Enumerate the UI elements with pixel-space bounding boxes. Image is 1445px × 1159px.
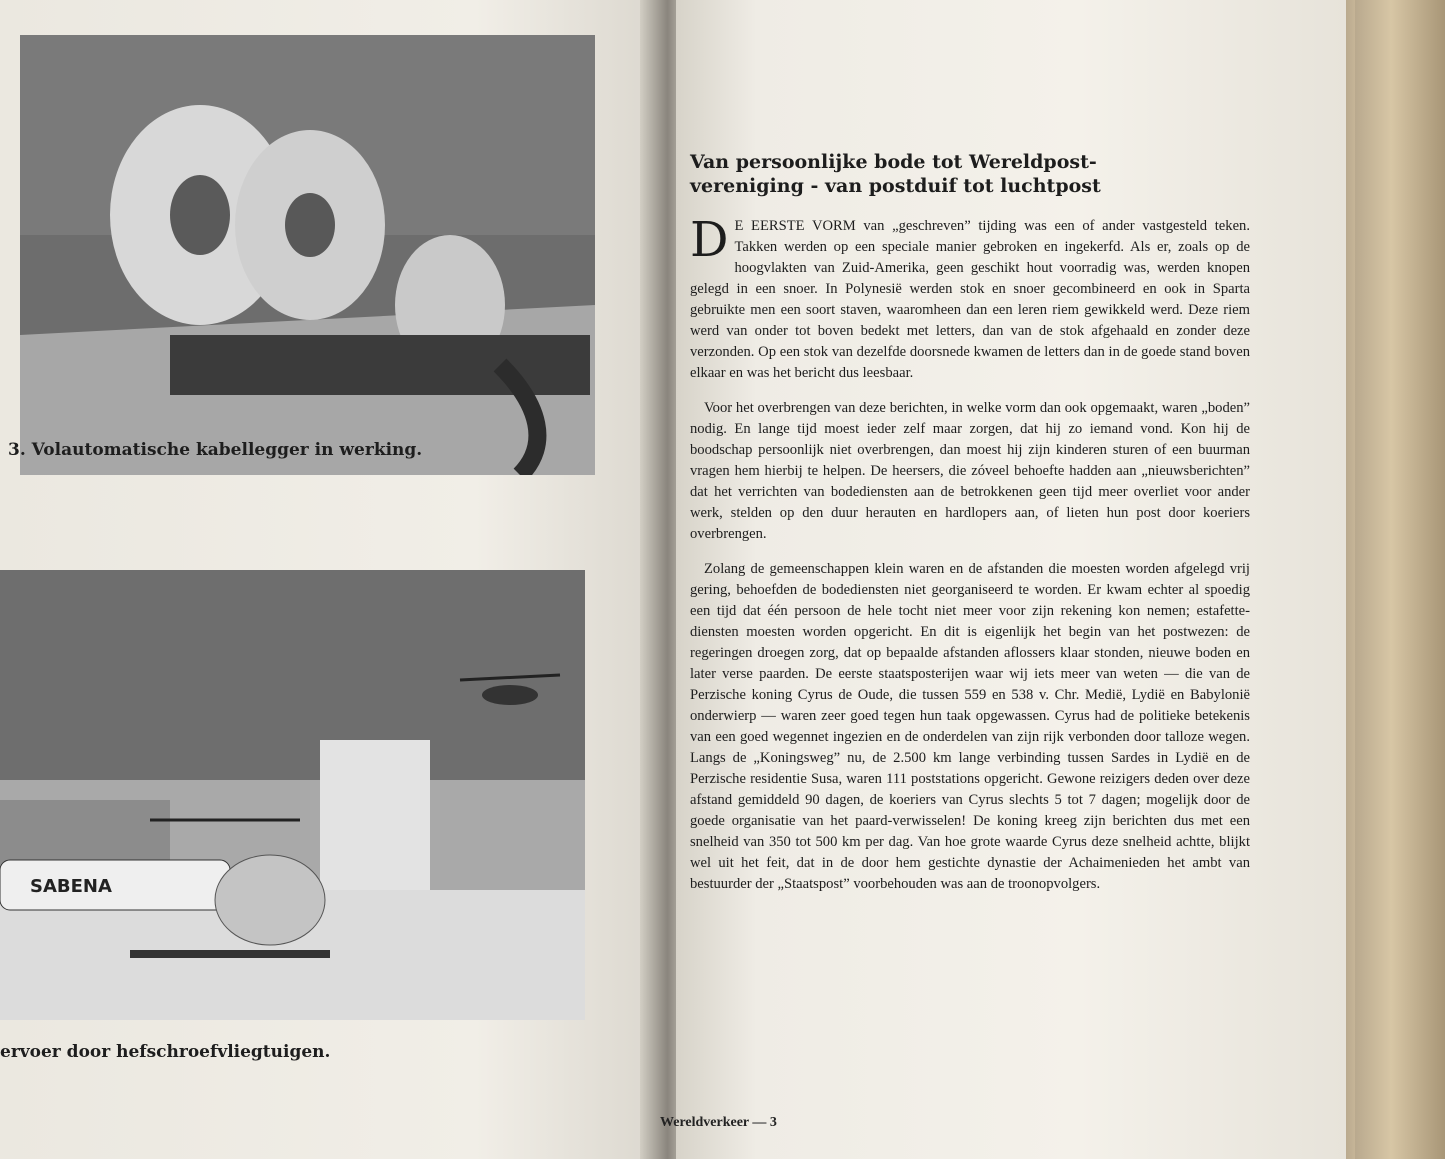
headline-line-2: vereniging - van postduif tot luchtpost xyxy=(690,175,1101,197)
cable-layer-illustration xyxy=(20,35,595,475)
photo-caption-2: ervoer door hefschroefvliegtuigen. xyxy=(0,1042,331,1062)
book-cover xyxy=(1355,0,1445,1159)
headline-line-1: Van persoonlijke bode tot Wereldpost- xyxy=(690,151,1097,173)
paragraph-3: Zolang de gemeenschappen klein waren en de afstanden die moesten worden afgelegd vrij gering, behoefden de bodediensten niet georganiseerd te worden. Er kwam echter al spoedig een tijd dat één persoon de hele tocht niet meer voor zijn rekening kon nemen; estafette-diensten moesten worden opgericht. En dit is eigenlijk het begin van het postwezen: de regeringen droegen zorg, dat op bepaalde afstanden aflossers klaar stonden, nieuwe boden en later verse paarden. De eerste staatsposterijen waar wij iets meer van weten — die van de Perzische koning Cyrus de Oude, die tussen 559 en 538 v. Chr. Medië, Lydië en Babylonië onderwierp — waren zeer goed tegen hun taak opgewassen. Cyrus had de politieke betekenis van een goed wegennet ingezien en de onderdelen van zijn rijk verbonden door talloze wegen. Langs de „Koningsweg” nu, de 2.500 km lange verbinding tussen Sardes in Lydië en de Perzische residentie Susa, waren 111 poststations opgericht. Gewone reizigers deden over deze afstand gemiddeld 90 dagen, de koeriers van Cyrus slechts 5 tot 7 dagen; mogelijk door de goede organisatie van het paard-verwisselen! De koning kreeg zijn berichten dus met een snelheid van 350 tot 500 km per dag. Van hoe grote waarde Cyrus deze snelheid achtte, blijkt wel uit het feit, dat in de door hem gestichte dynastie der Achaimenieden het ambt van bestuurder der „Staatspost” voorbehouden was aan de troonopvolgers. xyxy=(690,561,1250,892)
left-page xyxy=(0,0,680,1159)
cable-layer-photo xyxy=(20,35,595,475)
sabena-label: SABENA xyxy=(30,876,112,897)
paragraph-2: Voor het overbrengen van deze berichten, in welke vorm dan ook opgemaakt, waren „boden” nodig. En lange tijd moest ieder zelf maar zorgen, dat hij zo iemand vond. Kon hij de boodschap persoonlijk niet overbrengen, dan moest hij zijn kinderen sturen of een buurman vragen hem hierbij te helpen. De heersers, die zóveel behoefte hadden aan „nieuwsberichten” dat het verrichten van bodediensten aan de betrokkenen geen tijd meer overliet voor ander werk, stelden op den duur herauten en hardlopers aan, of lieten hun post door koeriers overbrengen. xyxy=(690,400,1250,542)
page-footer: Wereldverkeer — 3 xyxy=(660,1115,777,1130)
helicopter-photo xyxy=(0,570,585,1020)
photo-caption-1: 3. Volautomatische kabellegger in werking. xyxy=(8,440,423,460)
drop-cap: D xyxy=(690,212,729,268)
article-headline xyxy=(690,150,1250,198)
paragraph-1-text: E EERSTE VORM van „geschreven” tijding was een of ander vastgesteld teken. Takken werden op een speciale manier gebroken en ingekerfd. Als er, zoals op de hoogvlakten van Zuid-Amerika, geen geschikt hout voorradig was, werden knopen gelegd in een snoer. In Polynesië werden stok en snoer gecombineerd en ook in Sparta gebruikte men een soort staven, waaromheen dan een leren riem gewikkeld werd. Deze riem werd van onder tot boven bedekt met letters, dan van de stok afgehaald en zonder deze verzonden. Op een stok van dezelfde doorsnede kwamen de letters dan in de goede stand boven elkaar en was het bericht dus leesbaar. xyxy=(690,218,1250,381)
paragraph-1 xyxy=(690,212,1250,384)
article xyxy=(690,150,1250,895)
helicopter-illustration xyxy=(0,570,585,1020)
